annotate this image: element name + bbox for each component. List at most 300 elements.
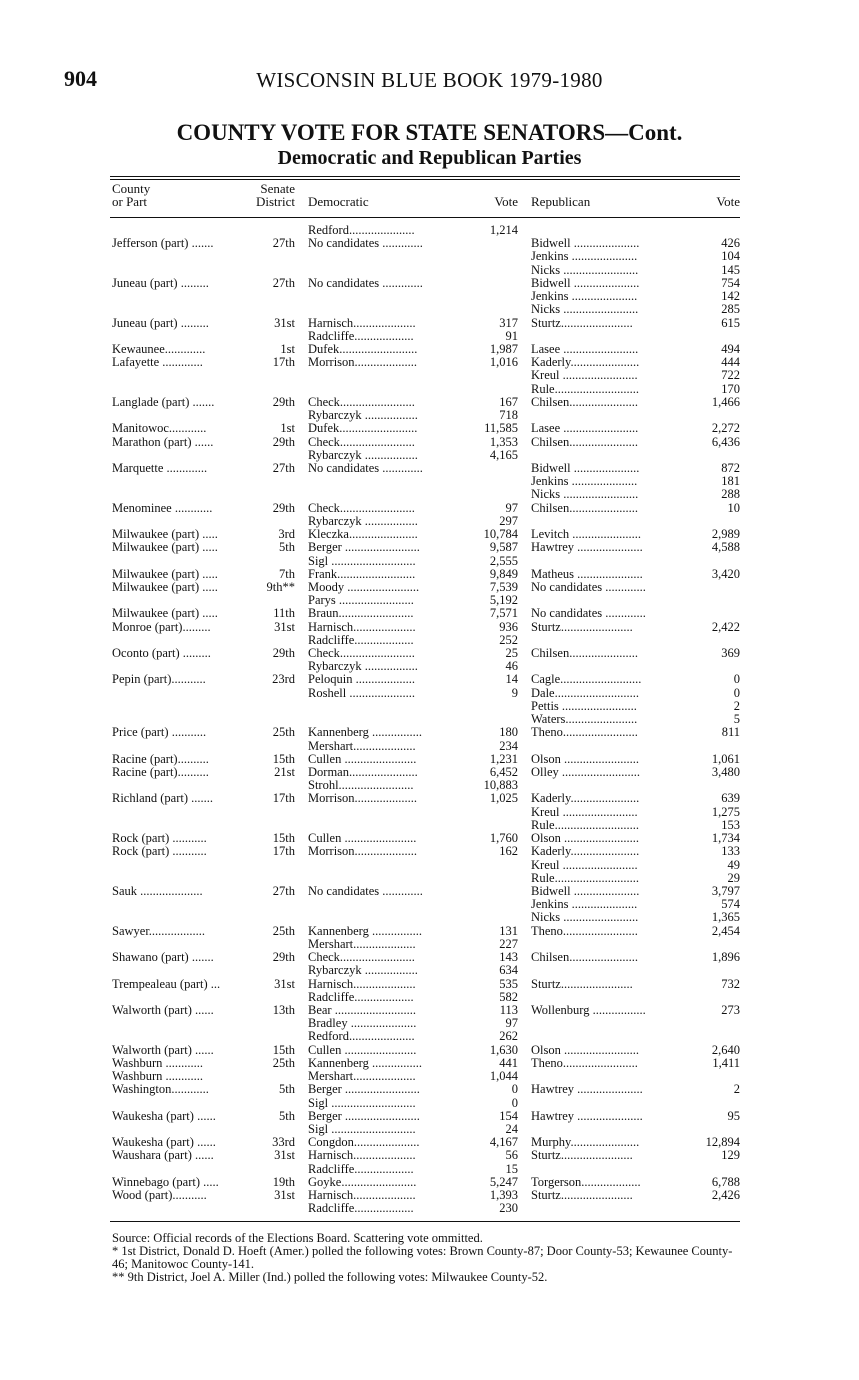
democratic-vote: 234: [499, 739, 518, 753]
democratic-candidate: Rybarczyk .................: [308, 964, 418, 978]
democratic-vote: 0: [511, 1083, 518, 1097]
democratic-vote: 2,555: [489, 554, 518, 568]
table-row: [0, 660, 859, 673]
district-cell: 17th: [272, 792, 295, 806]
table-row: [0, 806, 859, 819]
democratic-candidate: Strohl........................: [308, 779, 414, 793]
republican-candidate: Jenkins .....................: [531, 475, 638, 489]
democratic-candidate: Redford.....................: [308, 1030, 415, 1044]
democratic-candidate: Sigl ...........................: [308, 1122, 416, 1136]
republican-vote: 1,275: [711, 805, 740, 819]
democratic-vote: 154: [499, 1109, 518, 1123]
democratic-candidate: Mershart....................: [308, 937, 416, 951]
republican-candidate: Hawtrey .....................: [531, 1083, 643, 1097]
republican-candidate: Kreul ........................: [531, 369, 638, 383]
republican-vote: 754: [721, 276, 740, 290]
col-header-dem-vote: Vote: [494, 194, 518, 209]
county-cell: Juneau (part) .........: [112, 276, 209, 290]
republican-vote: 0: [733, 673, 740, 687]
democratic-vote: 5,192: [489, 594, 518, 608]
table-bottom-rule: [110, 1221, 740, 1222]
democratic-vote: 1,016: [489, 356, 518, 370]
table-row: [0, 1149, 859, 1162]
republican-vote: 1,365: [711, 911, 740, 925]
democratic-vote: 1,630: [489, 1043, 518, 1057]
democratic-vote: 180: [499, 726, 518, 740]
district-cell: 25th: [272, 1056, 295, 1070]
col-header-district-2: District: [256, 194, 295, 209]
republican-vote: 1,061: [711, 752, 740, 766]
republican-candidate: Olson ........................: [531, 832, 639, 846]
republican-candidate: Murphy......................: [531, 1136, 640, 1150]
district-cell: 33rd: [272, 1136, 295, 1150]
democratic-candidate: Braun........................: [308, 607, 414, 621]
district-cell: 5th: [279, 541, 295, 555]
table-row: [0, 488, 859, 501]
republican-candidate: Bidwell .....................: [531, 461, 640, 475]
county-cell: Milwaukee (part) .....: [112, 580, 218, 594]
democratic-vote: 11,585: [484, 422, 518, 436]
democratic-candidate: Harnisch....................: [308, 1149, 416, 1163]
republican-vote: 288: [721, 488, 740, 502]
republican-vote: 10: [727, 501, 740, 515]
district-cell: 25th: [272, 726, 295, 740]
district-cell: 21st: [274, 766, 295, 780]
democratic-candidate: Peloquin ...................: [308, 673, 415, 687]
table-row: [0, 303, 859, 316]
republican-candidate: Chilsen......................: [531, 435, 638, 449]
democratic-vote: 6,452: [489, 766, 518, 780]
table-row: [0, 1044, 859, 1057]
democratic-vote: 0: [511, 1096, 518, 1110]
republican-candidate: Wollenburg .................: [531, 1003, 646, 1017]
district-cell: 29th: [272, 395, 295, 409]
democratic-vote: 634: [499, 964, 518, 978]
republican-vote: 494: [721, 342, 740, 356]
table-row: [0, 1202, 859, 1215]
democratic-vote: 535: [499, 977, 518, 991]
democratic-vote: 1,044: [489, 1070, 518, 1084]
democratic-candidate: Goyke........................: [308, 1175, 417, 1189]
table-row: [0, 449, 859, 462]
democratic-vote: 441: [499, 1056, 518, 1070]
county-cell: Milwaukee (part) .....: [112, 541, 218, 555]
county-cell: Washburn ............: [112, 1056, 203, 1070]
democratic-candidate: Check........................: [308, 647, 415, 661]
democratic-candidate: Moody .......................: [308, 580, 420, 594]
county-cell: Waushara (part) ......: [112, 1149, 214, 1163]
table-row: [0, 713, 859, 726]
democratic-candidate: Bradley .....................: [308, 1017, 417, 1031]
republican-candidate: Olson ........................: [531, 752, 639, 766]
republican-candidate: Waters.......................: [531, 713, 638, 727]
democratic-vote: 162: [499, 845, 518, 859]
republican-candidate: Rule...........................: [531, 382, 639, 396]
democratic-vote: 262: [499, 1030, 518, 1044]
republican-candidate: Lasee ........................: [531, 342, 639, 356]
republican-candidate: Hawtrey .....................: [531, 541, 643, 555]
republican-candidate: Sturtz.......................: [531, 1149, 633, 1163]
republican-vote: 872: [721, 461, 740, 475]
republican-candidate: Torgerson...................: [531, 1175, 641, 1189]
republican-vote: 1,466: [711, 395, 740, 409]
table-row: [0, 555, 859, 568]
table-row: [0, 290, 859, 303]
democratic-candidate: Berger ........................: [308, 1083, 420, 1097]
table-row: [0, 343, 859, 356]
republican-candidate: Pettis ........................: [531, 699, 637, 713]
democratic-vote: 4,165: [489, 448, 518, 462]
district-cell: 23rd: [272, 673, 295, 687]
democratic-candidate: Harnisch....................: [308, 620, 416, 634]
table-row: [0, 250, 859, 263]
democratic-vote: 936: [499, 620, 518, 634]
democratic-vote: 7,539: [489, 580, 518, 594]
democratic-vote: 167: [499, 395, 518, 409]
republican-candidate: Theno........................: [531, 924, 638, 938]
democratic-vote: 718: [499, 409, 518, 423]
county-cell: Shawano (part) .......: [112, 951, 214, 965]
democratic-vote: 46: [505, 660, 518, 674]
table-row: [0, 1189, 859, 1202]
district-cell: 29th: [272, 435, 295, 449]
republican-vote: 3,420: [711, 567, 740, 581]
democratic-candidate: Berger ........................: [308, 541, 420, 555]
democratic-vote: 24: [505, 1122, 518, 1136]
county-cell: Lafayette .............: [112, 356, 203, 370]
county-cell: Kewaunee.............: [112, 342, 206, 356]
table-row: [0, 991, 859, 1004]
democratic-candidate: No candidates .............: [308, 885, 423, 898]
table-row: [0, 1017, 859, 1030]
district-cell: 11th: [273, 607, 295, 621]
county-cell: Juneau (part) .........: [112, 316, 209, 330]
republican-candidate: Sturtz.......................: [531, 977, 633, 991]
republican-candidate: Matheus .....................: [531, 567, 643, 581]
democratic-candidate: Kannenberg ................: [308, 726, 422, 740]
republican-vote: 4,588: [711, 541, 740, 555]
table-row: [0, 911, 859, 924]
table-row: [0, 369, 859, 382]
republican-vote: 145: [721, 263, 740, 277]
district-cell: 1st: [280, 422, 295, 436]
table-row: [0, 1004, 859, 1017]
democratic-candidate: Kleczka......................: [308, 528, 418, 542]
democratic-candidate: Cullen .......................: [308, 832, 417, 846]
county-cell: Milwaukee (part) .....: [112, 607, 218, 621]
democratic-candidate: Cullen .......................: [308, 1043, 417, 1057]
table-row: [0, 568, 859, 581]
county-cell: Pepin (part)...........: [112, 673, 206, 687]
republican-vote: 444: [721, 356, 740, 370]
republican-vote: 2,640: [711, 1043, 740, 1057]
table-row: [0, 687, 859, 700]
col-header-rep-vote: Vote: [716, 194, 740, 209]
republican-candidate: Kaderly......................: [531, 845, 640, 859]
table-row: [0, 277, 859, 290]
democratic-candidate: Morrison....................: [308, 356, 418, 370]
democratic-candidate: Parys ........................: [308, 594, 414, 608]
district-cell: 25th: [272, 924, 295, 938]
democratic-candidate: Dorman......................: [308, 766, 418, 780]
democratic-candidate: Sigl ...........................: [308, 554, 416, 568]
republican-candidate: Nicks ........................: [531, 911, 639, 925]
democratic-vote: 14: [505, 673, 518, 687]
democratic-vote: 1,393: [489, 1189, 518, 1203]
republican-vote: 722: [721, 369, 740, 383]
col-header-county-2: or Part: [112, 194, 148, 209]
republican-candidate: Kreul ........................: [531, 805, 638, 819]
page-subtitle: Democratic and Republican Parties: [277, 147, 582, 169]
republican-vote: 12,894: [705, 1136, 740, 1150]
table-row: [0, 330, 859, 343]
table-header-rule: [110, 217, 740, 218]
district-cell: 27th: [272, 461, 295, 475]
table-row: [0, 1030, 859, 1043]
table-row: [0, 356, 859, 369]
district-cell: 7th: [279, 567, 295, 581]
democratic-candidate: Berger ........................: [308, 1109, 420, 1123]
republican-vote: 5: [733, 713, 740, 727]
republican-candidate: Olson ........................: [531, 1043, 639, 1057]
republican-vote: 49: [727, 858, 740, 872]
county-cell: Monroe (part).........: [112, 620, 211, 634]
table-row: [0, 621, 859, 634]
republican-vote: 811: [721, 726, 740, 740]
republican-vote: 6,436: [711, 435, 740, 449]
table-row: [0, 1070, 859, 1083]
county-cell: Rock (part) ...........: [112, 832, 207, 846]
republican-candidate: Jenkins .....................: [531, 290, 638, 304]
county-cell: Richland (part) .......: [112, 792, 214, 806]
democratic-vote: 25: [505, 647, 518, 661]
democratic-vote: 1,987: [489, 342, 518, 356]
republican-candidate: Lasee ........................: [531, 422, 639, 436]
table-row: [0, 885, 859, 898]
district-cell: 9th**: [266, 580, 295, 594]
republican-candidate: Chilsen......................: [531, 647, 638, 661]
democratic-candidate: Sigl ...........................: [308, 1096, 416, 1110]
district-cell: 27th: [272, 237, 295, 251]
district-cell: 17th: [272, 356, 295, 370]
table-row: [0, 978, 859, 991]
footnote-1: * 1st District, Donald D. Hoeft (Amer.) polled the following votes: Brown County-87; Door County-53; Kewaunee County-46; Manitowoc County-141.: [112, 1244, 733, 1271]
table-row: [0, 872, 859, 885]
table-row: [0, 237, 859, 250]
table-row: [0, 264, 859, 277]
page-title: COUNTY VOTE FOR STATE SENATORS—Cont.: [176, 120, 683, 145]
table-row: [0, 700, 859, 713]
table-row: [0, 1083, 859, 1096]
county-cell: Waukesha (part) ......: [112, 1109, 216, 1123]
democratic-vote: 297: [499, 514, 518, 528]
table-row: [0, 859, 859, 872]
democratic-vote: 56: [505, 1149, 518, 1163]
republican-vote: 1,896: [711, 951, 740, 965]
table-row: [0, 422, 859, 435]
county-cell: Washburn ............: [112, 1070, 203, 1084]
republican-vote: 2,454: [711, 924, 740, 938]
republican-vote: 170: [721, 382, 740, 396]
county-cell: Manitowoc............: [112, 422, 207, 436]
republican-vote: 615: [721, 316, 740, 330]
footnote-2: ** 9th District, Joel A. Miller (Ind.) polled the following votes: Milwaukee County-52.: [112, 1270, 548, 1284]
republican-candidate: Sturtz.......................: [531, 316, 633, 330]
republican-vote: 1,411: [712, 1056, 740, 1070]
district-cell: 15th: [272, 752, 295, 766]
county-cell: Sawyer..................: [112, 924, 206, 938]
democratic-candidate: Radcliffe...................: [308, 329, 414, 343]
republican-vote: 369: [721, 647, 740, 661]
county-cell: Walworth (part) ......: [112, 1043, 214, 1057]
republican-candidate: Hawtrey .....................: [531, 1109, 643, 1123]
district-cell: 1st: [280, 342, 295, 356]
democratic-candidate: Congdon.....................: [308, 1136, 420, 1150]
table-top-rule-2: [110, 179, 740, 180]
republican-vote: 6,788: [711, 1175, 740, 1189]
republican-vote: 2,422: [711, 620, 740, 634]
democratic-candidate: Dufek.........................: [308, 422, 418, 436]
table-row: [0, 779, 859, 792]
county-cell: Wood (part)...........: [112, 1189, 207, 1203]
table-row: [0, 753, 859, 766]
democratic-candidate: Cullen .......................: [308, 752, 417, 766]
table-row: [0, 1163, 859, 1176]
district-cell: 27th: [272, 276, 295, 290]
democratic-candidate: Radcliffe...................: [308, 990, 414, 1004]
district-cell: 15th: [272, 832, 295, 846]
running-head: WISCONSIN BLUE BOOK 1979-1980: [256, 68, 603, 92]
col-header-county-1: County: [112, 181, 151, 196]
democratic-candidate: Check........................: [308, 951, 415, 965]
democratic-candidate: Rybarczyk .................: [308, 514, 418, 528]
republican-vote: 2,989: [711, 528, 740, 542]
democratic-candidate: Harnisch....................: [308, 1189, 416, 1203]
democratic-vote: 9: [511, 686, 518, 700]
district-cell: 31st: [274, 1189, 295, 1203]
democratic-candidate: Morrison....................: [308, 845, 418, 859]
county-cell: Racine (part)..........: [112, 766, 209, 780]
table-row: [0, 925, 859, 938]
table-row: [0, 607, 859, 620]
democratic-vote: 97: [505, 501, 518, 515]
republican-vote: 95: [727, 1109, 740, 1123]
district-cell: 31st: [274, 620, 295, 634]
table-row: [0, 502, 859, 515]
democratic-vote: 131: [499, 924, 518, 938]
table-row: [0, 726, 859, 739]
republican-candidate: Bidwell .....................: [531, 237, 640, 251]
democratic-candidate: Harnisch....................: [308, 316, 416, 330]
col-header-republican: Republican: [531, 194, 591, 209]
table-row: [0, 541, 859, 554]
democratic-candidate: Rybarczyk .................: [308, 660, 418, 674]
republican-candidate: Chilsen......................: [531, 501, 638, 515]
democratic-vote: 1,760: [489, 832, 518, 846]
republican-candidate: Theno........................: [531, 1056, 638, 1070]
county-cell: Milwaukee (part) .....: [112, 567, 218, 581]
republican-vote: 29: [727, 871, 740, 885]
democratic-vote: 7,571: [489, 607, 518, 621]
republican-vote: 639: [721, 792, 740, 806]
republican-vote: 273: [721, 1003, 740, 1017]
republican-vote: 2,426: [711, 1189, 740, 1203]
democratic-vote: 1,231: [489, 752, 518, 766]
republican-candidate: Nicks ........................: [531, 303, 639, 317]
county-cell: Marathon (part) ......: [112, 435, 214, 449]
district-cell: 31st: [274, 1149, 295, 1163]
democratic-vote: 97: [505, 1017, 518, 1031]
county-cell: Price (part) ...........: [112, 726, 207, 740]
district-cell: 29th: [272, 647, 295, 661]
republican-candidate: Sturtz.......................: [531, 1189, 633, 1203]
table-row: [0, 383, 859, 396]
republican-vote: 732: [721, 977, 740, 991]
republican-vote: 0: [733, 686, 740, 700]
democratic-vote: 317: [499, 316, 518, 330]
table-row: [0, 951, 859, 964]
republican-vote: 3,797: [711, 885, 740, 898]
county-cell: Langlade (part) .......: [112, 395, 215, 409]
democratic-candidate: No candidates .............: [308, 237, 423, 251]
democratic-candidate: Check........................: [308, 435, 415, 449]
table-top-rule: [110, 176, 740, 177]
table-row: [0, 964, 859, 977]
col-header-democratic: Democratic: [308, 194, 369, 209]
county-cell: Walworth (part) ......: [112, 1003, 214, 1017]
democratic-candidate: Check........................: [308, 501, 415, 515]
county-cell: Milwaukee (part) .....: [112, 528, 218, 542]
table-row: [0, 436, 859, 449]
republican-candidate: Theno........................: [531, 726, 638, 740]
democratic-vote: 10,883: [483, 779, 518, 793]
republican-candidate: Bidwell .....................: [531, 885, 640, 898]
democratic-candidate: Check........................: [308, 395, 415, 409]
district-cell: 27th: [272, 885, 295, 898]
democratic-candidate: Rybarczyk .................: [308, 448, 418, 462]
county-cell: Oconto (part) .........: [112, 647, 211, 661]
county-cell: Rock (part) ...........: [112, 845, 207, 859]
republican-vote: 2: [733, 699, 740, 713]
democratic-vote: 1,353: [489, 435, 518, 449]
table-row: [0, 832, 859, 845]
republican-vote: 1,734: [711, 832, 740, 846]
democratic-vote: 1,025: [489, 792, 518, 806]
table-row: [0, 647, 859, 660]
republican-candidate: Kaderly......................: [531, 356, 640, 370]
democratic-vote: 252: [499, 633, 518, 647]
table-row: [0, 224, 859, 237]
table-row: [0, 1123, 859, 1136]
county-cell: Waukesha (part) ......: [112, 1136, 216, 1150]
republican-candidate: Cagle..........................: [531, 673, 642, 687]
republican-vote: 3,480: [711, 766, 740, 780]
district-cell: 5th: [279, 1109, 295, 1123]
district-cell: 19th: [272, 1175, 295, 1189]
table-row: [0, 317, 859, 330]
county-cell: Jefferson (part) .......: [112, 237, 214, 251]
democratic-vote: 10,784: [483, 528, 518, 542]
table-row: [0, 845, 859, 858]
district-cell: 29th: [272, 501, 295, 515]
democratic-candidate: Radcliffe...................: [308, 1202, 414, 1216]
county-cell: Washington............: [112, 1083, 209, 1097]
republican-vote: 285: [721, 303, 740, 317]
democratic-vote: 91: [505, 329, 518, 343]
democratic-candidate: Mershart....................: [308, 739, 416, 753]
republican-candidate: Dale...........................: [531, 686, 639, 700]
district-cell: 15th: [272, 1043, 295, 1057]
